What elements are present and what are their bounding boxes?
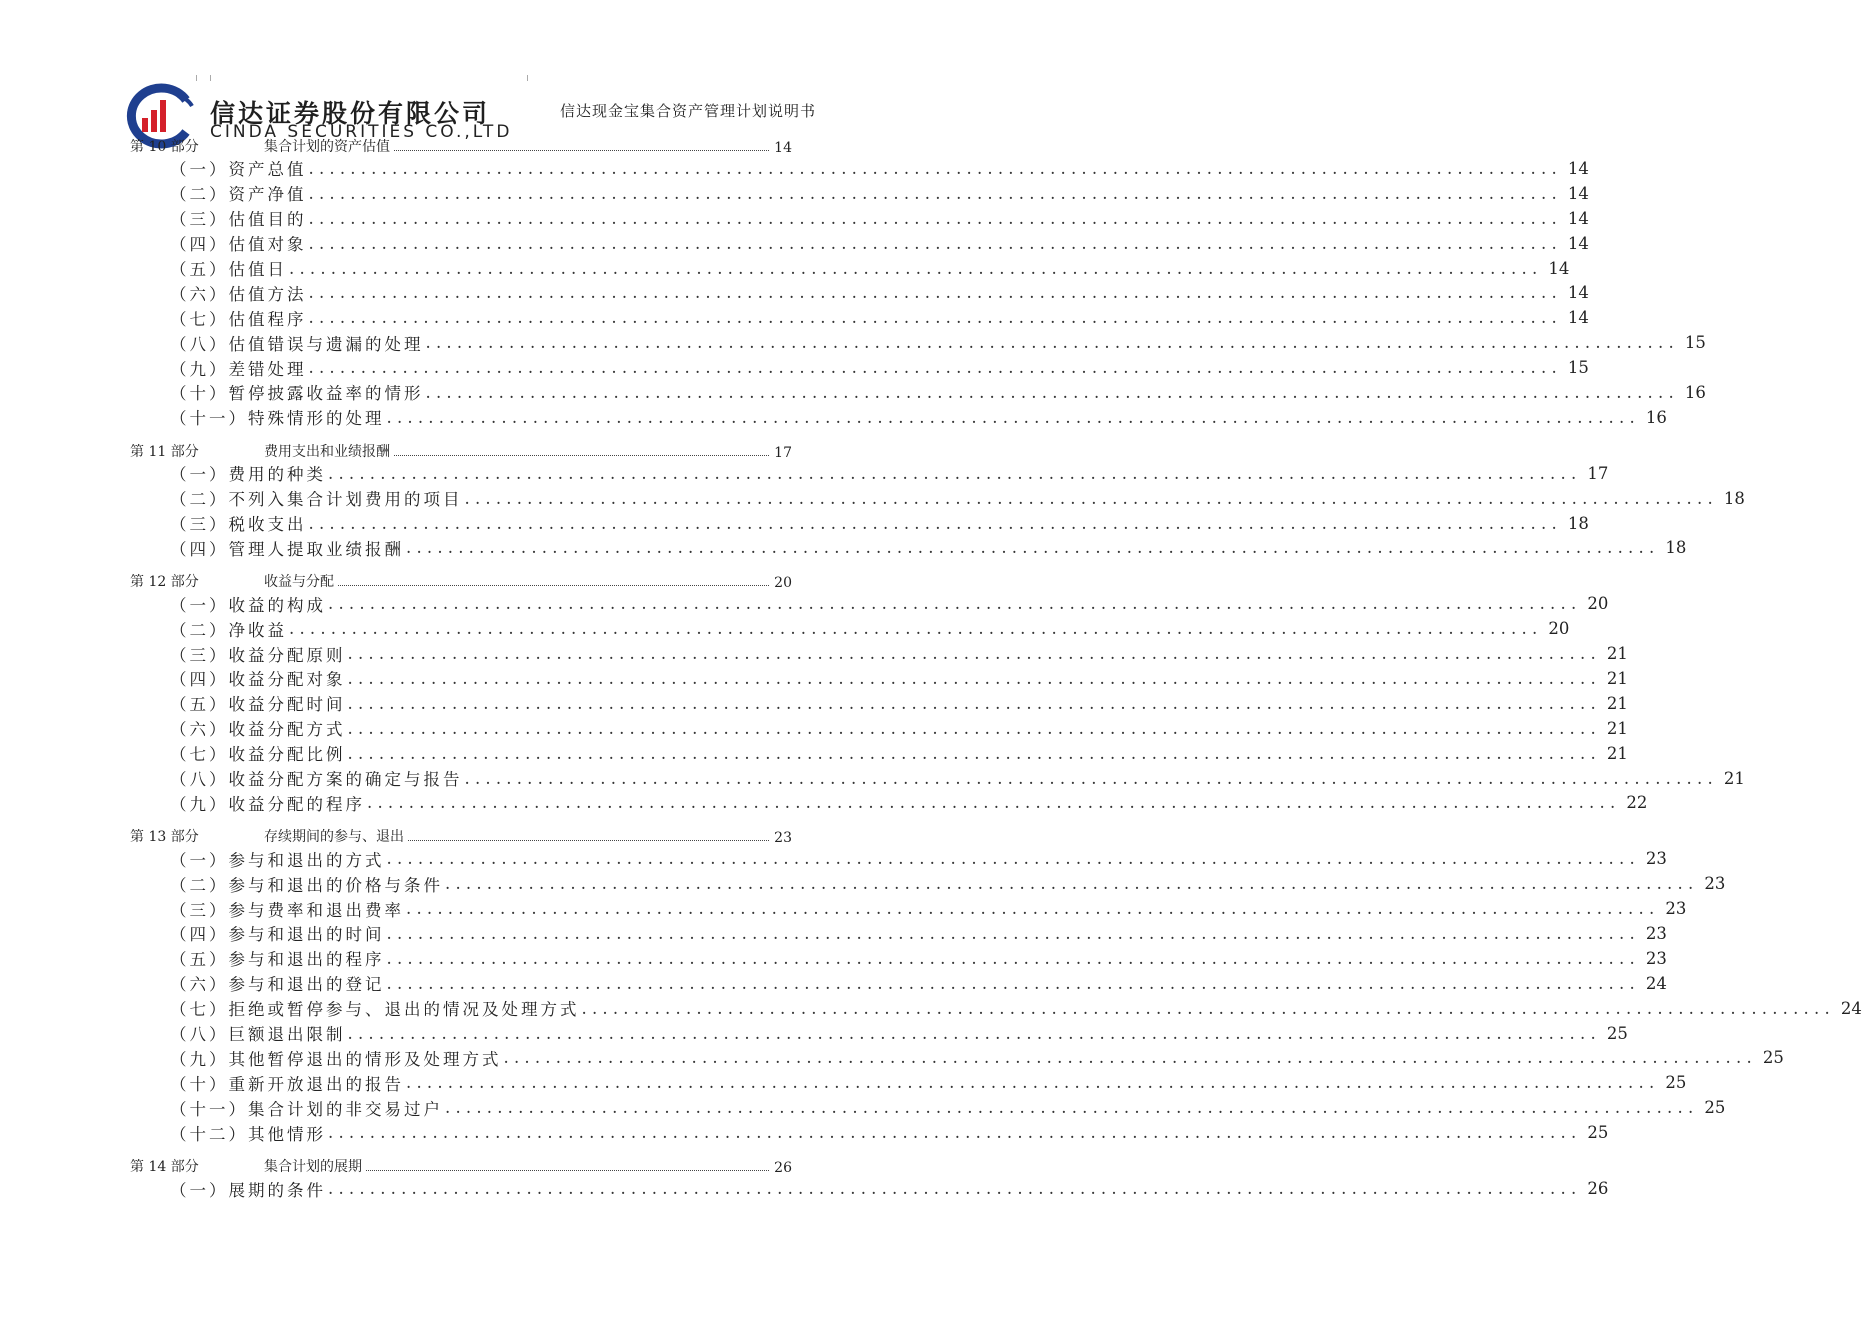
dot-leader: ........................................................................................................................ <box>386 923 1640 943</box>
entry-page-number: 18 <box>1723 488 1745 508</box>
dot-leader: ........................................................................................................................ <box>308 208 1562 228</box>
entry-page-number: 26 <box>1587 1179 1609 1198</box>
toc-entry[interactable] <box>130 355 1589 380</box>
toc-entry[interactable] <box>130 1021 1628 1046</box>
toc-entry[interactable] <box>130 766 1745 791</box>
dot-leader: ........................................................................................................................ <box>347 644 1601 664</box>
toc-section[interactable] <box>130 1152 792 1176</box>
entry-title: （九）其他暂停退出的情形及处理方式 <box>170 1049 502 1069</box>
entry-page-number: 16 <box>1645 407 1667 427</box>
dot-leader: ........................................................................................................................ <box>308 358 1562 378</box>
toc-entry[interactable] <box>130 535 1687 560</box>
entry-title: （一）收益的构成 <box>170 595 326 615</box>
section-page-number: 17 <box>774 444 792 461</box>
toc-entry[interactable] <box>130 206 1589 231</box>
entry-title: （二）不列入集合计划费用的项目 <box>170 490 463 510</box>
section-number: 第 11 部分 <box>130 443 199 460</box>
toc-entry[interactable] <box>130 871 1726 896</box>
toc-entry[interactable] <box>130 511 1589 536</box>
toc-entry[interactable] <box>130 231 1589 256</box>
dot-leader: ........................................................................................................................ <box>289 619 1543 639</box>
entry-page-number: 25 <box>1665 1073 1687 1093</box>
entry-page-number: 20 <box>1587 594 1609 614</box>
dot-leader: ........................................................................................................................ <box>445 874 1699 894</box>
entry-title: （一）展期的条件 <box>170 1180 326 1200</box>
dot-leader: ........................................................................................................................ <box>308 233 1562 253</box>
dot-leader: ........................................................................................................................ <box>328 1123 1582 1143</box>
dot-leader: ........................................................................................................................ <box>347 693 1601 713</box>
entry-title: （六）收益分配方式 <box>170 720 346 740</box>
section-number: 第 10 部分 <box>130 139 199 155</box>
entry-title: （九）差错处理 <box>170 359 307 379</box>
toc-entry[interactable] <box>130 946 1667 971</box>
entry-title: （五）参与和退出的程序 <box>170 950 385 970</box>
entry-page-number: 21 <box>1606 693 1628 713</box>
section-title: 收益与分配 <box>264 574 334 591</box>
entry-page-number: 24 <box>1840 998 1862 1018</box>
entry-page-number: 14 <box>1567 283 1589 303</box>
entry-page-number: 16 <box>1684 382 1706 402</box>
entry-title: （一）资产总值 <box>170 160 307 180</box>
entry-title: （七）估值程序 <box>170 309 307 329</box>
page-header <box>0 0 950 150</box>
entry-title: （一）费用的种类 <box>170 465 326 485</box>
toc-entry[interactable] <box>130 616 1570 641</box>
entry-title: （五）收益分配时间 <box>170 695 346 715</box>
toc-entry[interactable] <box>130 896 1687 921</box>
entry-page-number: 22 <box>1626 793 1648 813</box>
toc-entry[interactable] <box>130 996 1862 1021</box>
company-name-cn: 信达证券股份有限公司 <box>210 99 491 128</box>
entry-page-number: 23 <box>1645 948 1667 968</box>
company-name-en: CINDA SECURITIES CO.,LTD <box>210 122 513 142</box>
entry-title: （二）参与和退出的价格与条件 <box>170 875 443 895</box>
toc-entry[interactable] <box>130 846 1667 871</box>
dot-leader: ........................................................................................................................ <box>406 538 1660 558</box>
toc-entry[interactable] <box>130 971 1667 996</box>
dot-leader <box>408 840 769 841</box>
toc-entry[interactable] <box>130 1120 1609 1145</box>
entry-title: （四）收益分配对象 <box>170 670 346 690</box>
entry-page-number: 23 <box>1704 874 1726 894</box>
entry-title: （九）收益分配的程序 <box>170 794 365 814</box>
entry-title: （二）资产净值 <box>170 185 307 205</box>
toc-section[interactable] <box>130 132 792 156</box>
entry-title: （四）参与和退出的时间 <box>170 925 385 945</box>
section-title: 存续期间的参与、退出 <box>264 829 404 846</box>
section-title: 费用支出和业绩报酬 <box>264 443 390 460</box>
dot-leader: ........................................................................................................................ <box>406 1073 1660 1093</box>
toc-entry[interactable] <box>130 921 1667 946</box>
entry-page-number: 21 <box>1723 768 1745 788</box>
entry-page-number: 14 <box>1567 233 1589 253</box>
toc-entry[interactable] <box>130 405 1667 430</box>
entry-title: （十二）其他情形 <box>170 1124 326 1144</box>
entry-page-number: 21 <box>1606 644 1628 664</box>
toc-entry[interactable] <box>130 330 1706 355</box>
entry-page-number: 15 <box>1684 333 1706 353</box>
dot-leader: ........................................................................................................................ <box>464 768 1718 788</box>
dot-leader: ........................................................................................................................ <box>425 382 1679 402</box>
entry-title: （四）估值对象 <box>170 235 307 255</box>
dot-leader: ........................................................................................................................ <box>464 488 1718 508</box>
entry-title: （七）收益分配比例 <box>170 745 346 765</box>
entry-title: （八）收益分配方案的确定与报告 <box>170 770 463 790</box>
entry-title: （四）管理人提取业绩报酬 <box>170 539 404 559</box>
dot-leader: ........................................................................................................................ <box>308 283 1562 303</box>
dot-leader: ........................................................................................................................ <box>328 594 1582 614</box>
entry-title: （十）暂停披露收益率的情形 <box>170 384 424 404</box>
dot-leader: ........................................................................................................................ <box>581 998 1835 1018</box>
section-page-number: 26 <box>774 1160 792 1177</box>
section-number: 第 13 部分 <box>130 829 199 846</box>
dot-leader <box>394 455 769 456</box>
dot-leader: ........................................................................................................................ <box>308 158 1562 178</box>
toc-entry[interactable] <box>130 641 1628 666</box>
entry-page-number: 25 <box>1587 1123 1609 1143</box>
toc-entry[interactable] <box>130 716 1628 741</box>
toc-entry[interactable] <box>130 666 1628 691</box>
entry-page-number: 21 <box>1606 718 1628 738</box>
toc-section[interactable] <box>130 567 792 591</box>
toc-entry[interactable] <box>130 1095 1726 1120</box>
entry-title: （二）净收益 <box>170 620 287 640</box>
toc-entry[interactable] <box>130 591 1609 616</box>
toc-entry[interactable] <box>130 1176 1609 1201</box>
toc-section[interactable] <box>130 822 792 846</box>
entry-title: （八）估值错误与遗漏的处理 <box>170 334 424 354</box>
entry-page-number: 14 <box>1567 208 1589 228</box>
section-page-number: 14 <box>774 140 792 156</box>
entry-title: （五）估值日 <box>170 260 287 279</box>
section-page-number: 20 <box>774 575 792 592</box>
entry-title: （十）重新开放退出的报告 <box>170 1074 404 1094</box>
entry-page-number: 14 <box>1548 258 1570 278</box>
dot-leader <box>366 1170 769 1171</box>
dot-leader: ........................................................................................................................ <box>367 793 1621 813</box>
entry-title: （六）参与和退出的登记 <box>170 975 385 995</box>
entry-title: （一）参与和退出的方式 <box>170 850 385 870</box>
dot-leader <box>394 150 769 151</box>
dot-leader: ........................................................................................................................ <box>347 743 1601 763</box>
crop-mark <box>527 75 528 81</box>
entry-page-number: 25 <box>1762 1048 1784 1068</box>
toc-entry[interactable] <box>130 741 1628 766</box>
entry-page-number: 14 <box>1567 308 1589 328</box>
section-title: 集合计划的资产估值 <box>264 139 390 155</box>
entry-page-number: 23 <box>1645 849 1667 869</box>
toc-entry[interactable] <box>130 1070 1687 1095</box>
entry-page-number: 20 <box>1548 619 1570 639</box>
entry-page-number: 23 <box>1645 923 1667 943</box>
entry-title: （十一）集合计划的非交易过户 <box>170 1099 443 1119</box>
dot-leader: ........................................................................................................................ <box>406 899 1660 919</box>
crop-mark <box>196 75 197 81</box>
entry-page-number: 15 <box>1567 358 1589 378</box>
entry-page-number: 23 <box>1665 899 1687 919</box>
entry-page-number: 17 <box>1587 463 1609 483</box>
dot-leader: ........................................................................................................................ <box>308 308 1562 328</box>
toc-entry[interactable] <box>130 156 1589 181</box>
entry-page-number: 21 <box>1606 668 1628 688</box>
toc-entry[interactable] <box>130 380 1706 405</box>
toc-entry[interactable] <box>130 461 1609 486</box>
toc-entry[interactable] <box>130 1046 1784 1071</box>
dot-leader: ........................................................................................................................ <box>503 1048 1757 1068</box>
entry-title: （六）估值方法 <box>170 284 307 304</box>
document-title: 信达现金宝集合资产管理计划说明书 <box>560 102 817 120</box>
table-of-contents <box>130 132 1862 1201</box>
dot-leader: ........................................................................................................................ <box>386 849 1640 869</box>
crop-mark <box>210 75 211 81</box>
entry-page-number: 14 <box>1567 158 1589 178</box>
dot-leader: ........................................................................................................................ <box>425 333 1679 353</box>
dot-leader: ........................................................................................................................ <box>289 258 1543 278</box>
dot-leader: ........................................................................................................................ <box>386 407 1640 427</box>
dot-leader <box>338 585 769 586</box>
section-number: 第 14 部分 <box>130 1159 199 1176</box>
entry-page-number: 18 <box>1567 513 1589 533</box>
dot-leader: ........................................................................................................................ <box>347 1023 1601 1043</box>
dot-leader: ........................................................................................................................ <box>386 973 1640 993</box>
toc-entry[interactable] <box>130 181 1589 206</box>
section-title: 集合计划的展期 <box>264 1159 362 1176</box>
dot-leader: ........................................................................................................................ <box>347 718 1601 738</box>
entry-title: （三）税收支出 <box>170 515 307 535</box>
dot-leader: ........................................................................................................................ <box>328 463 1582 483</box>
dot-leader: ........................................................................................................................ <box>386 948 1640 968</box>
toc-section[interactable] <box>130 437 792 461</box>
dot-leader: ........................................................................................................................ <box>308 513 1562 533</box>
entry-page-number: 18 <box>1665 538 1687 558</box>
entry-title: （三）参与费率和退出费率 <box>170 900 404 920</box>
entry-page-number: 21 <box>1606 743 1628 763</box>
entry-page-number: 25 <box>1606 1023 1628 1043</box>
toc-entry[interactable] <box>130 280 1589 305</box>
entry-title: （三）估值目的 <box>170 210 307 230</box>
dot-leader: ........................................................................................................................ <box>445 1098 1699 1118</box>
entry-page-number: 25 <box>1704 1098 1726 1118</box>
toc-entry[interactable] <box>130 256 1570 281</box>
entry-page-number: 24 <box>1645 973 1667 993</box>
toc-entry[interactable] <box>130 305 1589 330</box>
toc-entry[interactable] <box>130 691 1628 716</box>
toc-entry[interactable] <box>130 790 1648 815</box>
entry-page-number: 14 <box>1567 183 1589 203</box>
section-number: 第 12 部分 <box>130 574 199 591</box>
entry-title: （十一）特殊情形的处理 <box>170 409 385 429</box>
toc-entry[interactable] <box>130 486 1745 511</box>
entry-title: （七）拒绝或暂停参与、退出的情况及处理方式 <box>170 1000 580 1020</box>
dot-leader: ........................................................................................................................ <box>328 1179 1582 1198</box>
dot-leader: ........................................................................................................................ <box>308 183 1562 203</box>
entry-title: （八）巨额退出限制 <box>170 1025 346 1045</box>
entry-title: （三）收益分配原则 <box>170 645 346 665</box>
dot-leader: ........................................................................................................................ <box>347 668 1601 688</box>
section-page-number: 23 <box>774 830 792 847</box>
